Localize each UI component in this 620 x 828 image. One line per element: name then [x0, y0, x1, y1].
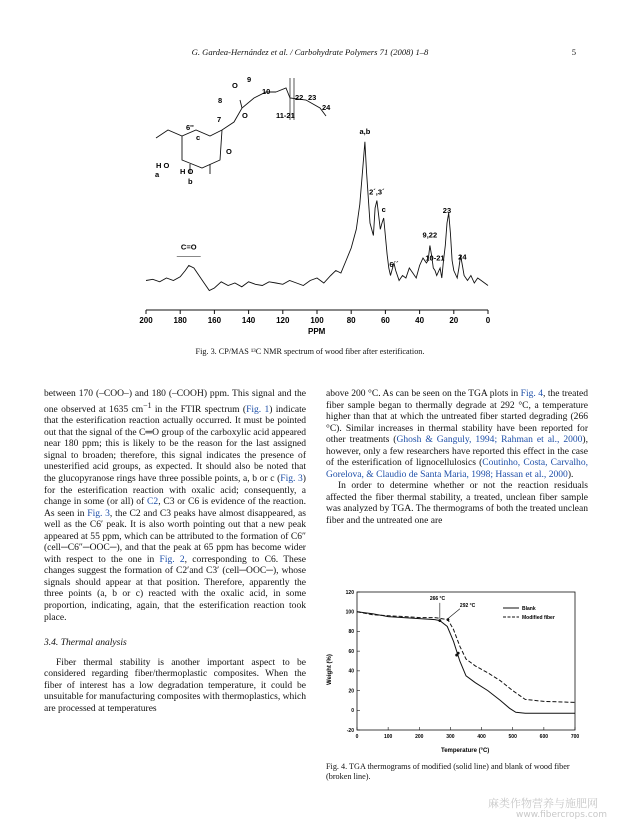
tga-y-tick-label: 40 [348, 668, 354, 675]
nmr-tick-label: 200 [139, 316, 153, 325]
tga-x-tick-label: 100 [383, 734, 393, 740]
nmr-tick-label: 40 [415, 316, 425, 325]
figure-3-nmr-spectrum [130, 70, 500, 340]
paragraph: Fiber thermal stability is another important aspect to be considered regarding fiber/thermoplastic composites. When the fiber of interest has a low degradation temperature, it could be unsuitable for manufacturing composites with thermoplastics, which are processed at temperatures [44, 656, 306, 714]
page-number: 5 [571, 47, 576, 57]
tga-marker [457, 652, 460, 655]
nmr-spectrum-line [146, 142, 488, 291]
text-run: in the FTIR spectrum ( [151, 403, 247, 415]
struct-label: 8 [218, 96, 223, 105]
figure-link[interactable]: Fig. 4 [520, 388, 544, 399]
figure-link[interactable]: Fig. 1 [246, 403, 270, 415]
nmr-peak-label: 9,22 [422, 230, 438, 240]
nmr-peak-label: 24 [458, 252, 467, 262]
text-run: , the treated fiber sample began to thermally degrade at 292 °C, a temperature higher than that at which the untreated fiber started degrading (266 °C). Similar increases in thermal stability have been reported for other treatments ( [326, 388, 588, 446]
running-head: G. Gardea-Hernández et al. / Carbohydrate Polymers 71 (2008) 1–8 [191, 47, 429, 57]
reference-link[interactable]: Coutinho, Costa, Carvalho, Gorelova, & Claudio de Santa Maria, 1998; Hassan et al., 2000 [326, 457, 588, 480]
struct-label: 24 [322, 103, 331, 112]
structure-labels [155, 75, 331, 186]
tga-x-tick-label: 400 [477, 734, 486, 740]
nmr-tick-label: 80 [346, 316, 356, 325]
struct-label: 6'' [186, 123, 194, 132]
text-run: between 170 (–COO–) and 180 (–COOH) ppm. This signal and the one observed at 1635 cm [44, 388, 306, 415]
reference-link[interactable]: Ghosh & Ganguly, 1994; Rahman et al., 2000 [396, 434, 583, 446]
struct-label: H O [156, 161, 170, 170]
nmr-tick-label: 180 [173, 316, 187, 325]
struct-label: 10 [262, 87, 271, 96]
figure-link[interactable]: Fig. 2 [159, 553, 185, 565]
tga-marker [447, 618, 450, 621]
nmr-tick-label: 100 [310, 316, 324, 325]
nmr-peak-label: 10-21 [425, 253, 445, 263]
figure-3-caption: Fig. 3. CP/MAS ¹³C NMR spectrum of wood fiber after esterification. [195, 347, 425, 356]
nmr-tick-label: 60 [380, 316, 390, 325]
tga-annotations [430, 596, 476, 657]
tga-legend-label: Modified fiber [522, 614, 555, 621]
nmr-peak-label: 6´´ [389, 260, 399, 269]
figure-link[interactable]: Fig. 3 [87, 507, 110, 519]
struct-label: 7 [217, 115, 222, 124]
text-run: ). [567, 468, 574, 480]
struct-label: c [196, 133, 201, 142]
struct-label: O [232, 81, 238, 90]
tga-y-tick-label: 120 [345, 589, 354, 596]
tga-axes [346, 590, 580, 740]
tga-y-tick-label: 100 [345, 609, 354, 616]
nmr-tick-label: 20 [449, 316, 459, 325]
nmr-tick-label: 0 [485, 316, 491, 325]
tga-y-tick-label: 60 [348, 648, 354, 655]
paragraph [44, 388, 306, 623]
text-link[interactable]: C2 [147, 496, 159, 508]
nmr-tick-label: 140 [241, 316, 256, 325]
nmr-tick-label: 120 [276, 316, 290, 325]
tga-annotation: 266 °C [429, 595, 446, 602]
body-column-right [326, 388, 588, 527]
watermark-text: 麻类作物营养与施肥网 [488, 797, 598, 810]
paragraph [326, 388, 588, 480]
struct-label: b [188, 177, 193, 186]
nmr-peak-label: a,b [359, 126, 371, 136]
tga-x-tick-label: 200 [415, 734, 424, 740]
tga-legend [503, 606, 555, 621]
text-run: above 200 °C. As can be seen on the TGA plots in [326, 388, 521, 399]
tga-y-tick-label: 80 [348, 629, 354, 636]
tga-series-modified-fiber [357, 612, 575, 703]
text-run: , the C2 and C3 peaks have almost disappeared, as well as the C6′ peak. It is also worth pointing out that a new peak appeared at 55 ppm, which can be attributed to the formation of C6″ (cell─C6″─OOC─), and that the peak at 65 ppm has become wider with respect to the one in [44, 507, 306, 565]
text-run: ) indicate that the esterification reaction actually occurred. It must be pointed out that the signal of the C═O group of the carboxylic acid appeared near 180 ppm; this is likely to be the reason for the last assigned signal to broaden; therefore, this signal indicates the presence of unesterified acid groups, as expected. It should also be noted that the glucopyranose rings have three possible points, a, b or c ( [44, 403, 306, 484]
body-column-left [44, 388, 306, 714]
figure-4-caption: Fig. 4. TGA thermograms of modified (solid line) and blank of wood fiber (broken line). [326, 762, 570, 781]
tga-plot-frame [357, 592, 575, 730]
tga-annotation: 292 °C [459, 602, 476, 609]
struct-label: H O [180, 167, 194, 176]
tga-series-blank [357, 612, 575, 714]
text-run: ), however, only a few researchers have reported this effect in the case of the esterification of lignocellulosics ( [326, 434, 588, 469]
text-run: , C3 or C6 is evidence of the reaction. As seen in [44, 496, 306, 519]
tga-y-tick-label: 20 [348, 688, 354, 695]
tga-legend-label: Blank [522, 605, 536, 612]
section-heading: 3.4. Thermal analysis [44, 637, 127, 649]
watermark-url: www.fibercrops.com [516, 810, 607, 820]
nmr-peak-label: C=O [180, 242, 197, 252]
text-run: ) for the esterification reaction with oxalic acid; consequently, a change in some (or all) of [44, 473, 306, 508]
tga-x-tick-label: 600 [539, 734, 549, 740]
tga-x-tick-label: 0 [355, 734, 359, 740]
struct-label: O [226, 147, 232, 156]
tga-annotation-arrow [448, 609, 460, 619]
text-run: , corresponding to C6. These changes suggest the formation of C2′and C3′ (cell─OOC─), whose signals should appear at that position. Therefore, apparently the three points (a, b or c) reacted with the oxalic acid, in some proportion, indicating, again, that the esterification reaction took place. [44, 553, 307, 623]
struct-label: 9 [247, 75, 252, 84]
figure-link[interactable]: Fig. 3 [280, 473, 303, 484]
tga-x-tick-label: 700 [570, 734, 580, 740]
text-run: −1 [143, 400, 152, 410]
struct-label: 11-21 [276, 111, 295, 120]
tga-x-axis-label: Temperature (°C) [441, 748, 490, 754]
tga-y-tick-label: 0 [351, 708, 354, 715]
nmr-peak-label: c [381, 205, 386, 214]
struct-label: O [242, 111, 248, 120]
tga-y-axis-label: Weight (%) [327, 654, 333, 685]
struct-label: 23 [308, 93, 317, 102]
figure-4-tga-chart [323, 580, 585, 760]
paragraph: In order to determine whether or not the reaction residuals affected the fiber thermal stability, a treated, unclean fiber sample was analyzed by TGA. The thermograms of both the treated unclean fiber and the untreated one are [326, 480, 588, 527]
nmr-peak-label: 23 [442, 206, 452, 215]
struct-label: 22 [295, 93, 304, 102]
nmr-peak-label: 2´,3´ [369, 187, 385, 197]
tga-marker [438, 619, 441, 622]
tga-y-tick-label: -20 [346, 727, 354, 734]
struct-label: a [155, 170, 160, 179]
nmr-x-axis-label: PPM [308, 327, 326, 336]
tga-x-tick-label: 500 [508, 734, 517, 740]
nmr-x-axis [139, 310, 490, 325]
nmr-tick-label: 160 [207, 316, 222, 325]
tga-x-tick-label: 300 [446, 734, 455, 740]
